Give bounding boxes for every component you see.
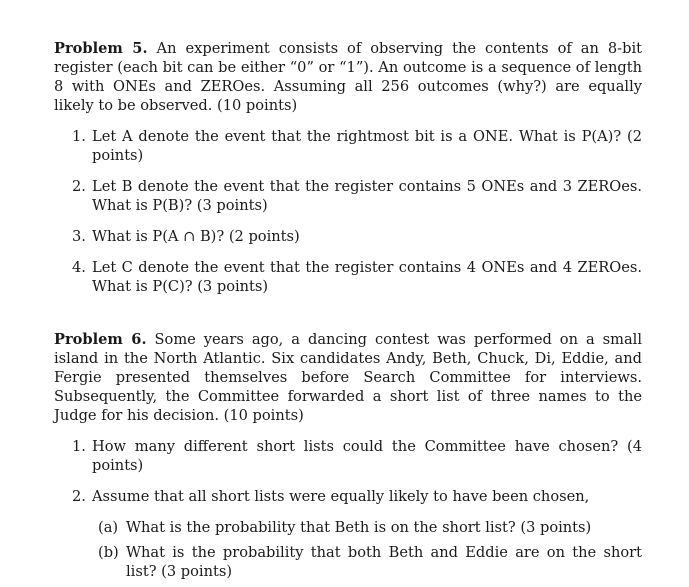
problem-5-statement <box>54 39 642 115</box>
question-item <box>54 258 642 296</box>
question-text: Assume that all short lists were equally likely to have been chosen, <box>92 488 590 505</box>
problem-6-intro: Some years ago, a dancing contest was performed on a small island in the North Atlantic. Six candidates Andy, Beth, Chuck, Di, Eddie, and Fergie presented themselves before Search Committee for interviews. Subsequently, the Committee forwarded a short list of three names to the Judge for his decision. (10 points) <box>54 331 643 424</box>
problem-6-statement <box>54 330 642 425</box>
question-item <box>54 127 642 165</box>
question-item <box>54 227 642 246</box>
subquestion-label: (b) <box>98 544 119 561</box>
question-item <box>54 437 642 475</box>
subquestion-text: What is the probability that both Beth and Eddie are on the short list? (3 points) <box>126 544 642 580</box>
problem-6 <box>54 330 642 587</box>
question-text: Let B denote the event that the register contains 5 ONEs and 3 ZEROes. What is P(B)? (3 points) <box>92 178 642 214</box>
question-number: 1. <box>72 128 86 145</box>
problem-5-heading: Problem 5. <box>54 40 148 57</box>
subquestion-item <box>54 518 642 537</box>
question-text: How many different short lists could the Committee have chosen? (4 points) <box>92 438 642 474</box>
subquestion-item <box>54 543 642 581</box>
question-text: Let A denote the event that the rightmost bit is a ONE. What is P(A)? (2 points) <box>92 128 642 164</box>
problem-5-question-list <box>54 127 642 296</box>
problem-5-intro: An experiment consists of observing the contents of an 8-bit register (each bit can be either “0” or “1”). An outcome is a sequence of length 8 with ONEs and ZEROes. Assuming all 256 outcomes (why?) are equally likely to be observed. (10 points) <box>54 40 642 114</box>
subquestion-text: What is the probability that Beth is on the short list? (3 points) <box>126 519 592 536</box>
question-number: 2. <box>72 488 86 505</box>
question-text: What is P(A ∩ B)? (2 points) <box>92 228 300 245</box>
question-number: 1. <box>72 438 86 455</box>
question-number: 3. <box>72 228 86 245</box>
problem-6-question-list <box>54 437 642 506</box>
question-item <box>54 487 642 506</box>
question-number: 2. <box>72 178 86 195</box>
problem-5 <box>54 39 642 308</box>
problem-6-heading: Problem 6. <box>54 331 147 348</box>
subquestion-label: (a) <box>98 519 119 536</box>
question-text: Let C denote the event that the register contains 4 ONEs and 4 ZEROes. What is P(C)? (3 points) <box>92 259 642 295</box>
problem-6-subquestion-list <box>54 518 642 581</box>
question-number: 4. <box>72 259 86 276</box>
question-item <box>54 177 642 215</box>
